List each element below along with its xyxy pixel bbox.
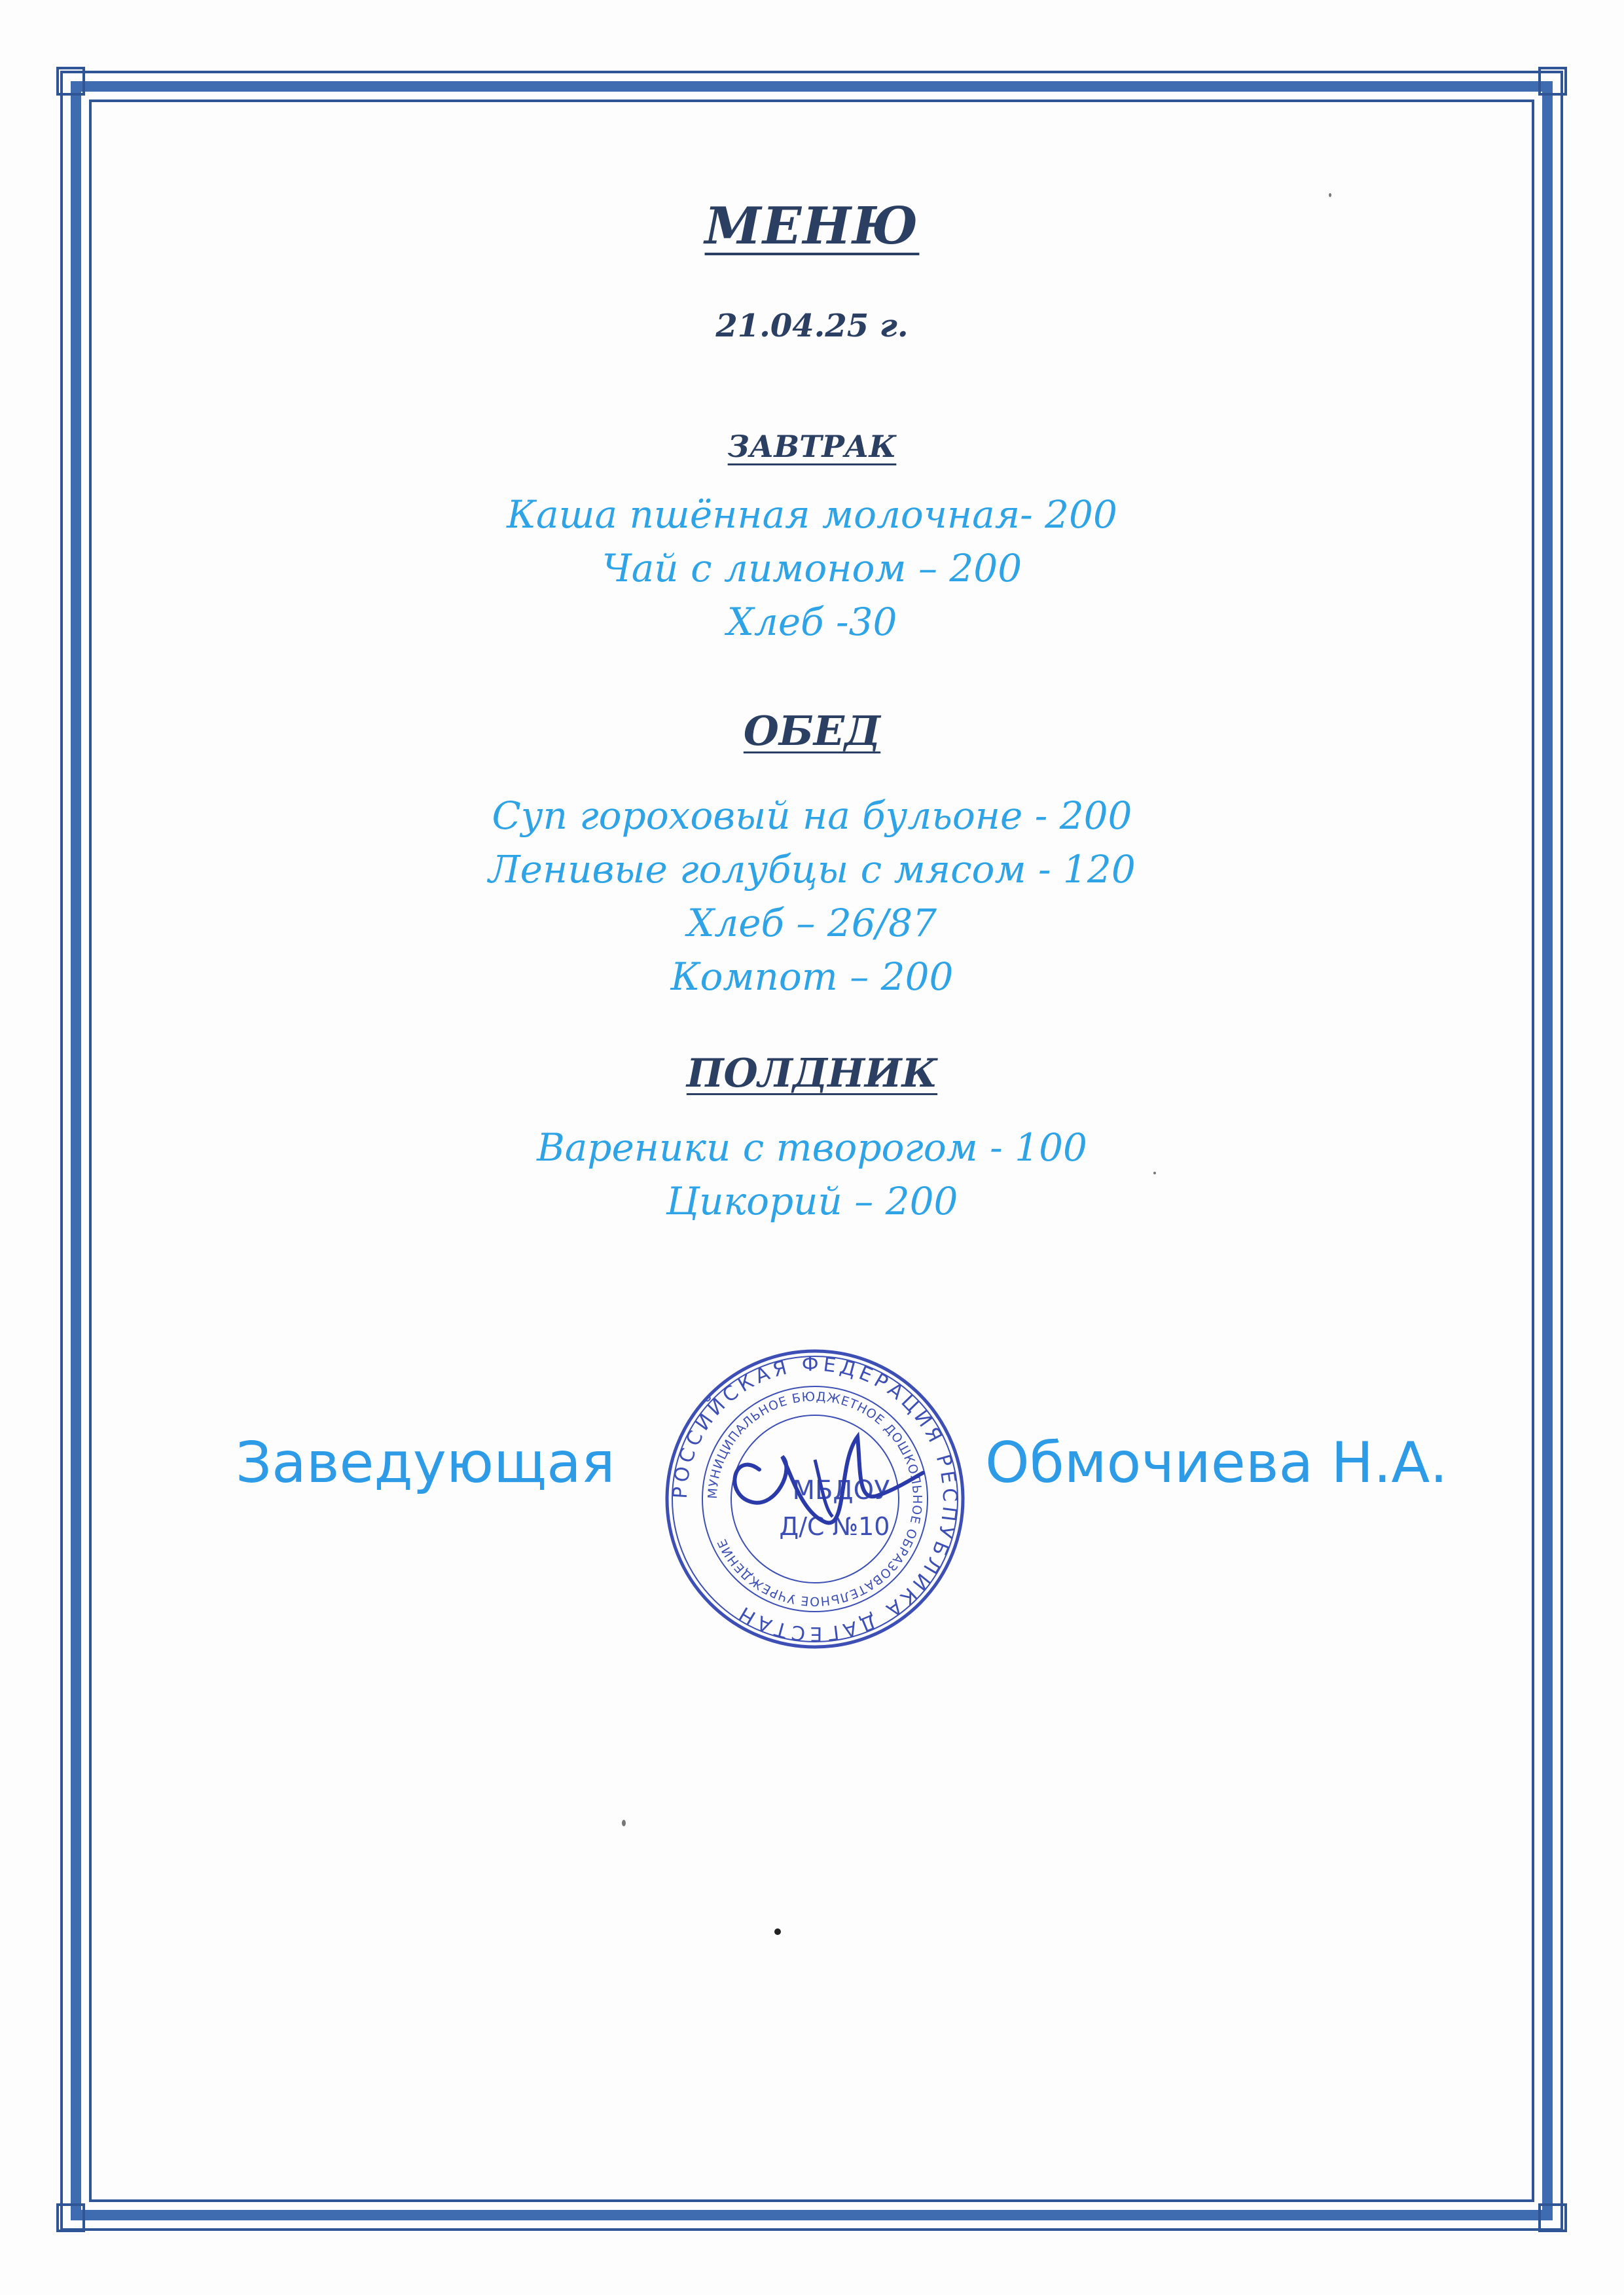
stamp-outer-text: РОССИЙСКАЯ ФЕДЕРАЦИЯ РЕСПУБЛИКА ДАГЕСТАН [668, 1352, 962, 1646]
official-stamp [661, 1345, 969, 1653]
scan-speck [774, 1928, 781, 1935]
menu-item: Цикорий – 200 [666, 1179, 958, 1223]
frame-corner-ornament [56, 2203, 85, 2232]
menu-item: Ленивые голубцы с мясом - 120 [488, 847, 1136, 892]
lunch-items [0, 789, 1624, 1003]
menu-item: Чай с лимоном – 200 [602, 546, 1022, 590]
scan-speck [1329, 193, 1331, 197]
menu-item: Хлеб -30 [727, 600, 897, 644]
menu-item: Компот – 200 [670, 954, 954, 999]
menu-item: Хлеб – 26/87 [687, 901, 937, 945]
stamp-ring-text: МУНИЦИПАЛЬНОЕ БЮДЖЕТНОЕ ДОШКОЛЬНОЕ ОБРАЗОВАТЕЛЬНОЕ УЧРЕЖДЕНИЕ [705, 1389, 925, 1609]
menu-date: 21.04.25 г. [715, 308, 909, 344]
signature-role: Заведующая [236, 1430, 615, 1496]
menu-item: Вареники с творогом - 100 [537, 1125, 1087, 1170]
scan-speck [622, 1820, 626, 1826]
menu-item: Каша пшённая молочная- 200 [507, 492, 1117, 537]
frame-corner-ornament [56, 67, 85, 96]
section-heading-lunch: ОБЕД [743, 707, 881, 755]
breakfast-items [0, 488, 1624, 649]
scan-speck [1153, 1172, 1156, 1174]
frame-corner-ornament [1538, 67, 1567, 96]
menu-title: МЕНЮ [704, 196, 920, 256]
stamp-center-line1: МБДОУ [792, 1475, 890, 1506]
snack-items [0, 1121, 1624, 1228]
signature-name: Обмочиева Н.А. [985, 1430, 1448, 1496]
frame-corner-ornament [1538, 2203, 1567, 2232]
section-heading-breakfast: ЗАВТРАК [727, 429, 897, 464]
stamp-center-line2: Д/С №10 [779, 1512, 890, 1541]
menu-item: Суп гороховый на бульоне - 200 [492, 793, 1132, 838]
section-heading-snack: ПОЛДНИК [686, 1051, 938, 1096]
